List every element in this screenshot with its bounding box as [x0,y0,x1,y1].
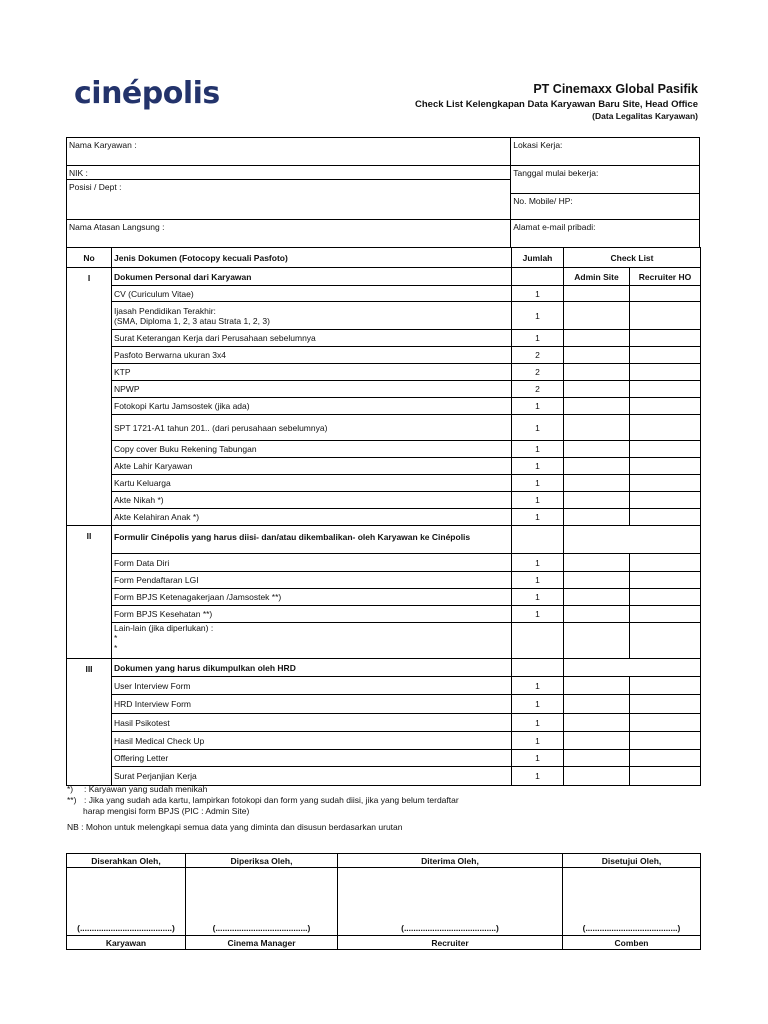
section-no: II [67,526,112,659]
field-mobile[interactable]: No. Mobile/ HP: [511,194,700,220]
doc-qty: 1 [512,677,564,695]
doc-qty: 2 [512,364,564,381]
doc-label: HRD Interview Form [112,695,512,714]
section-title: Formulir Cinépolis yang harus diisi- dan/atau dikembalikan- oleh Karyawan ke Cinépolis [112,526,512,554]
signature-box-karyawan[interactable]: (.......................................) [67,868,186,936]
section-qty-empty [512,526,564,554]
doc-label: NPWP [112,381,512,398]
header-admin-site: Admin Site [564,268,630,286]
field-lokasi-kerja[interactable]: Lokasi Kerja: [511,138,700,166]
admin-site-check[interactable] [564,572,630,589]
footnote-married [67,784,707,795]
doc-label: Form BPJS Ketenagakerjaan /Jamsostek **) [112,589,512,606]
header-jenis-dokumen: Jenis Dokumen (Fotocopy kecuali Pasfoto) [112,248,512,268]
sign-header-disetujui: Disetujui Oleh, [563,854,701,868]
doc-qty: 1 [512,554,564,572]
doc-qty: 1 [512,302,564,330]
doc-label: Hasil Medical Check Up [112,732,512,750]
recruiter-check[interactable] [630,509,701,526]
doc-qty: 1 [512,475,564,492]
signature-table [66,853,701,950]
section-check-empty [564,659,701,677]
section-title: Dokumen yang harus dikumpulkan oleh HRD [112,659,512,677]
doc-label: SPT 1721-A1 tahun 201.. (dari perusahaan sebelumnya) [112,415,512,441]
doc-label: Surat Keterangan Kerja dari Perusahaan sebelumnya [112,330,512,347]
footnote-mark: *) [67,784,74,794]
doc-label [112,623,512,659]
recruiter-check[interactable] [630,330,701,347]
doc-qty: 1 [512,589,564,606]
sign-role-cinema-manager: Cinema Manager [186,936,338,950]
admin-site-check[interactable] [564,750,630,767]
sign-role-recruiter: Recruiter [338,936,563,950]
section-no: III [67,659,112,786]
doc-label: Akte Lahir Karyawan [112,458,512,475]
admin-site-check[interactable] [564,589,630,606]
field-nama-karyawan[interactable]: Nama Karyawan : [67,138,511,166]
doc-qty: 1 [512,415,564,441]
admin-site-check[interactable] [564,458,630,475]
section-title: Dokumen Personal dari Karyawan [112,268,512,286]
doc-label: Form Data Diri [112,554,512,572]
footnotes [67,784,707,833]
document-subtitle: (Data Legalitas Karyawan) [592,111,698,121]
doc-label: Hasil Psikotest [112,714,512,732]
admin-site-check[interactable] [564,475,630,492]
admin-site-check[interactable] [564,767,630,786]
admin-site-check[interactable] [564,364,630,381]
admin-site-check[interactable] [564,492,630,509]
doc-label [112,302,512,330]
recruiter-check[interactable] [630,286,701,302]
doc-qty [512,623,564,659]
admin-site-check[interactable] [564,347,630,364]
admin-site-check[interactable] [564,330,630,347]
doc-qty: 1 [512,330,564,347]
employee-info-table [66,137,700,248]
signature-box-recruiter[interactable]: (.......................................) [338,868,563,936]
footnote-text: : Karyawan yang sudah menikah [84,784,208,794]
doc-label: CV (Curiculum Vitae) [112,286,512,302]
recruiter-check[interactable] [630,732,701,750]
doc-label-line1: Lain-lain (jika diperlukan) : [114,623,214,633]
recruiter-check[interactable] [630,492,701,509]
doc-qty: 2 [512,381,564,398]
doc-qty: 1 [512,714,564,732]
doc-qty: 1 [512,572,564,589]
admin-site-check[interactable] [564,732,630,750]
doc-label: Akte Nikah *) [112,492,512,509]
document-title: Check List Kelengkapan Data Karyawan Baru Site, Head Office [415,99,698,110]
recruiter-check[interactable] [630,714,701,732]
doc-label: Kartu Keluarga [112,475,512,492]
admin-site-check[interactable] [564,509,630,526]
recruiter-check[interactable] [630,302,701,330]
doc-label: Form Pendaftaran LGI [112,572,512,589]
admin-site-check[interactable] [564,302,630,330]
doc-qty: 1 [512,398,564,415]
admin-site-check[interactable] [564,606,630,623]
doc-qty: 1 [512,458,564,475]
field-tanggal-mulai[interactable]: Tanggal mulai bekerja: [511,166,700,194]
section-check-empty [564,526,701,554]
sign-header-diperiksa: Diperiksa Oleh, [186,854,338,868]
doc-qty: 1 [512,492,564,509]
recruiter-check[interactable] [630,398,701,415]
section-qty-empty [512,659,564,677]
recruiter-check[interactable] [630,606,701,623]
doc-label: Fotokopi Kartu Jamsostek (jika ada) [112,398,512,415]
doc-qty: 2 [512,347,564,364]
cinepolis-logo: cinépolis [74,76,220,111]
doc-label-line2: * [114,633,118,643]
sign-header-diterima: Diterima Oleh, [338,854,563,868]
doc-label: Surat Perjanjian Kerja [112,767,512,786]
header-jumlah: Jumlah [512,248,564,268]
admin-site-check[interactable] [564,554,630,572]
recruiter-check[interactable] [630,677,701,695]
footnote-bpjs [67,795,707,806]
signature-box-comben[interactable]: (.......................................) [563,868,701,936]
doc-qty: 1 [512,441,564,458]
signature-box-cinema-manager[interactable]: (.......................................) [186,868,338,936]
admin-site-check[interactable] [564,381,630,398]
doc-label: Offering Letter [112,750,512,767]
recruiter-check[interactable] [630,381,701,398]
field-nik[interactable]: NIK : [67,166,511,180]
sign-role-comben: Comben [563,936,701,950]
document-checklist-table [66,247,701,786]
doc-qty: 1 [512,750,564,767]
doc-qty: 1 [512,767,564,786]
nb-note: NB : Mohon untuk melengkapi semua data yang diminta dan disusun berdasarkan urutan [67,822,403,832]
admin-site-check[interactable] [564,623,630,659]
section-qty-empty [512,268,564,286]
footnote-mark: **) [67,795,77,805]
footnote-text: : Jika yang sudah ada kartu, lampirkan fotokopi dan form yang sudah diisi, jika yang belum terdaftar [84,795,459,805]
doc-label: Copy cover Buku Rekening Tabungan [112,441,512,458]
recruiter-check[interactable] [630,347,701,364]
header-no: No [67,248,112,268]
doc-qty: 1 [512,509,564,526]
doc-label: Form BPJS Kesehatan **) [112,606,512,623]
recruiter-check[interactable] [630,364,701,381]
admin-site-check[interactable] [564,441,630,458]
doc-qty: 1 [512,606,564,623]
admin-site-check[interactable] [564,714,630,732]
admin-site-check[interactable] [564,398,630,415]
recruiter-check[interactable] [630,750,701,767]
recruiter-check[interactable] [630,415,701,441]
doc-qty: 1 [512,695,564,714]
footnote-bpjs-cont: harap mengisi form BPJS (PIC : Admin Site) [83,806,250,816]
sign-role-karyawan: Karyawan [67,936,186,950]
doc-qty: 1 [512,732,564,750]
doc-label-line3: * [114,643,118,653]
admin-site-check[interactable] [564,415,630,441]
recruiter-check[interactable] [630,623,701,659]
doc-label: Pasfoto Berwarna ukuran 3x4 [112,347,512,364]
doc-qty: 1 [512,286,564,302]
recruiter-check[interactable] [630,554,701,572]
doc-label: KTP [112,364,512,381]
admin-site-check[interactable] [564,677,630,695]
recruiter-check[interactable] [630,441,701,458]
header-recruiter-ho: Recruiter HO [630,268,701,286]
recruiter-check[interactable] [630,475,701,492]
field-atasan[interactable]: Nama Atasan Langsung : [67,220,511,248]
doc-label-line1: Ijasah Pendidikan Terakhir: [114,305,216,316]
admin-site-check[interactable] [564,286,630,302]
recruiter-check[interactable] [630,589,701,606]
recruiter-check[interactable] [630,767,701,786]
admin-site-check[interactable] [564,695,630,714]
doc-label-line2: (SMA, Diploma 1, 2, 3 atau Strata 1, 2, 3) [114,315,270,326]
recruiter-check[interactable] [630,572,701,589]
header-check-list: Check List [564,248,701,268]
doc-label: Akte Kelahiran Anak *) [112,509,512,526]
field-posisi[interactable]: Posisi / Dept : [67,180,511,220]
company-name: PT Cinemaxx Global Pasifik [533,82,698,96]
recruiter-check[interactable] [630,695,701,714]
recruiter-check[interactable] [630,458,701,475]
field-email[interactable]: Alamat e-mail pribadi: [511,220,700,248]
sign-header-diserahkan: Diserahkan Oleh, [67,854,186,868]
section-no: I [67,268,112,526]
doc-label: User Interview Form [112,677,512,695]
